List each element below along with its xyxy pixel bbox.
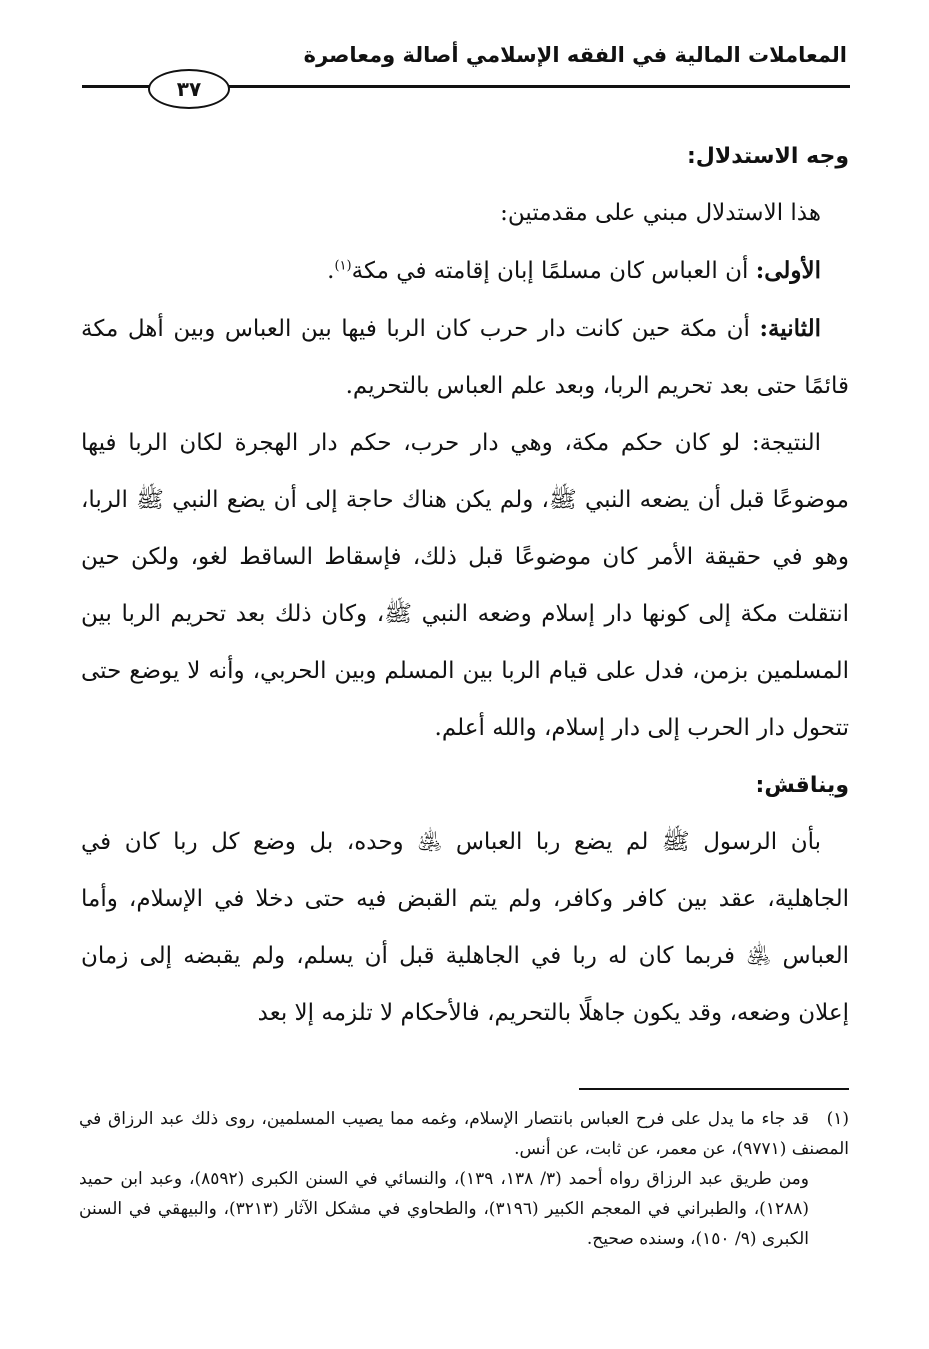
first-premise-text: أن العباس كان مسلمًا إبان إقامته في مكة xyxy=(351,258,756,284)
paragraph-discussion: بأن الرسول ﷺ لم يضع ربا العباس ﵁ وحده، بل وضع كل ربا كان في الجاهلية، عقد بين كافر وكافر، ولم يتم القبض فيه حتى دخلا في الإسلام، وأما العباس ﵁ فربما كان له ربا في الجاهلية قبل أن يسلم، ولم يقبضه إلى زمان إعلان وضعه، وقد يكون جاهلًا بالتحريم، فالأحكام لا تلزمه إلا بعد xyxy=(81,829,849,1026)
section-heading-evidence: وجه الاستدلال: xyxy=(686,144,849,169)
paragraph-conclusion: النتيجة: لو كان حكم مكة، وهي دار حرب، حكم دار الهجرة لكان الربا فيها موضوعًا قبل أن يضعه النبي ﷺ، ولم يكن هناك حاجة إلى أن يضع النبي ﷺ الربا، وهو في حقيقة الأمر كان موضوعًا قبل ذلك، فإسقاط الساقط لغو، ولكن حين انتقلت مكة إلى كونها دار إسلام وضعه النبي ﷺ، وكان ذلك بعد تحريم الربا بين المسلمين بزمن، فدل على قيام الربا بين المسلم وبين الحربي، وأنه لا يوضع حتى تتحول دار الحرب إلى دار إسلام، والله أعلم. xyxy=(81,430,849,741)
paragraph-first-premise xyxy=(81,242,849,300)
second-premise-label: الثانية: xyxy=(759,315,821,342)
section-heading-discussion: ويناقش: xyxy=(755,773,849,798)
footnote-1-text: قد جاء ما يدل على فرح العباس بانتصار الإسلام، وغمه مما يصيب المسلمين، روى ذلك عبد الرزاق في المصنف (٩٧٧١)، عن معمر، عن ثابت، عن أنس. xyxy=(79,1109,849,1159)
footnote-number: (١) xyxy=(826,1109,849,1129)
second-premise-text: أن مكة حين كانت دار حرب كان الربا فيها بين العباس وبين أهل مكة قائمًا حتى بعد تحريم الربا، وبعد علم العباس بالتحريم. xyxy=(81,316,849,399)
footnote-1 xyxy=(79,1104,849,1164)
body-text xyxy=(81,128,849,1042)
footnote-1-continuation: ومن طريق عبد الرزاق رواه أحمد (٣/ ١٣٨، ١٣٩)، والنسائي في السنن الكبرى (٨٥٩٢)، وعبد ابن حميد (١٢٨٨)، والطبراني في المعجم الكبير (٣١٩٦)، والطحاوي في مشكل الآثار (٣٢١٣)، والبيهقي في السنن الكبرى (٩/ ١٥٠)، وسنده صحيح. xyxy=(79,1169,809,1249)
page-number: ٣٧ xyxy=(148,69,230,109)
first-premise-label: الأولى: xyxy=(755,257,821,284)
paragraph-second-premise xyxy=(81,300,849,415)
first-premise-end: . xyxy=(327,258,335,284)
footnotes xyxy=(79,1104,849,1254)
footnote-rule xyxy=(579,1088,849,1090)
running-title: المعاملات المالية في الفقه الإسلامي أصالة ومعاصرة xyxy=(303,43,847,67)
footnote-ref-1[interactable]: (١) xyxy=(334,258,352,274)
paragraph-premises: هذا الاستدلال مبني على مقدمتين: xyxy=(500,200,821,226)
